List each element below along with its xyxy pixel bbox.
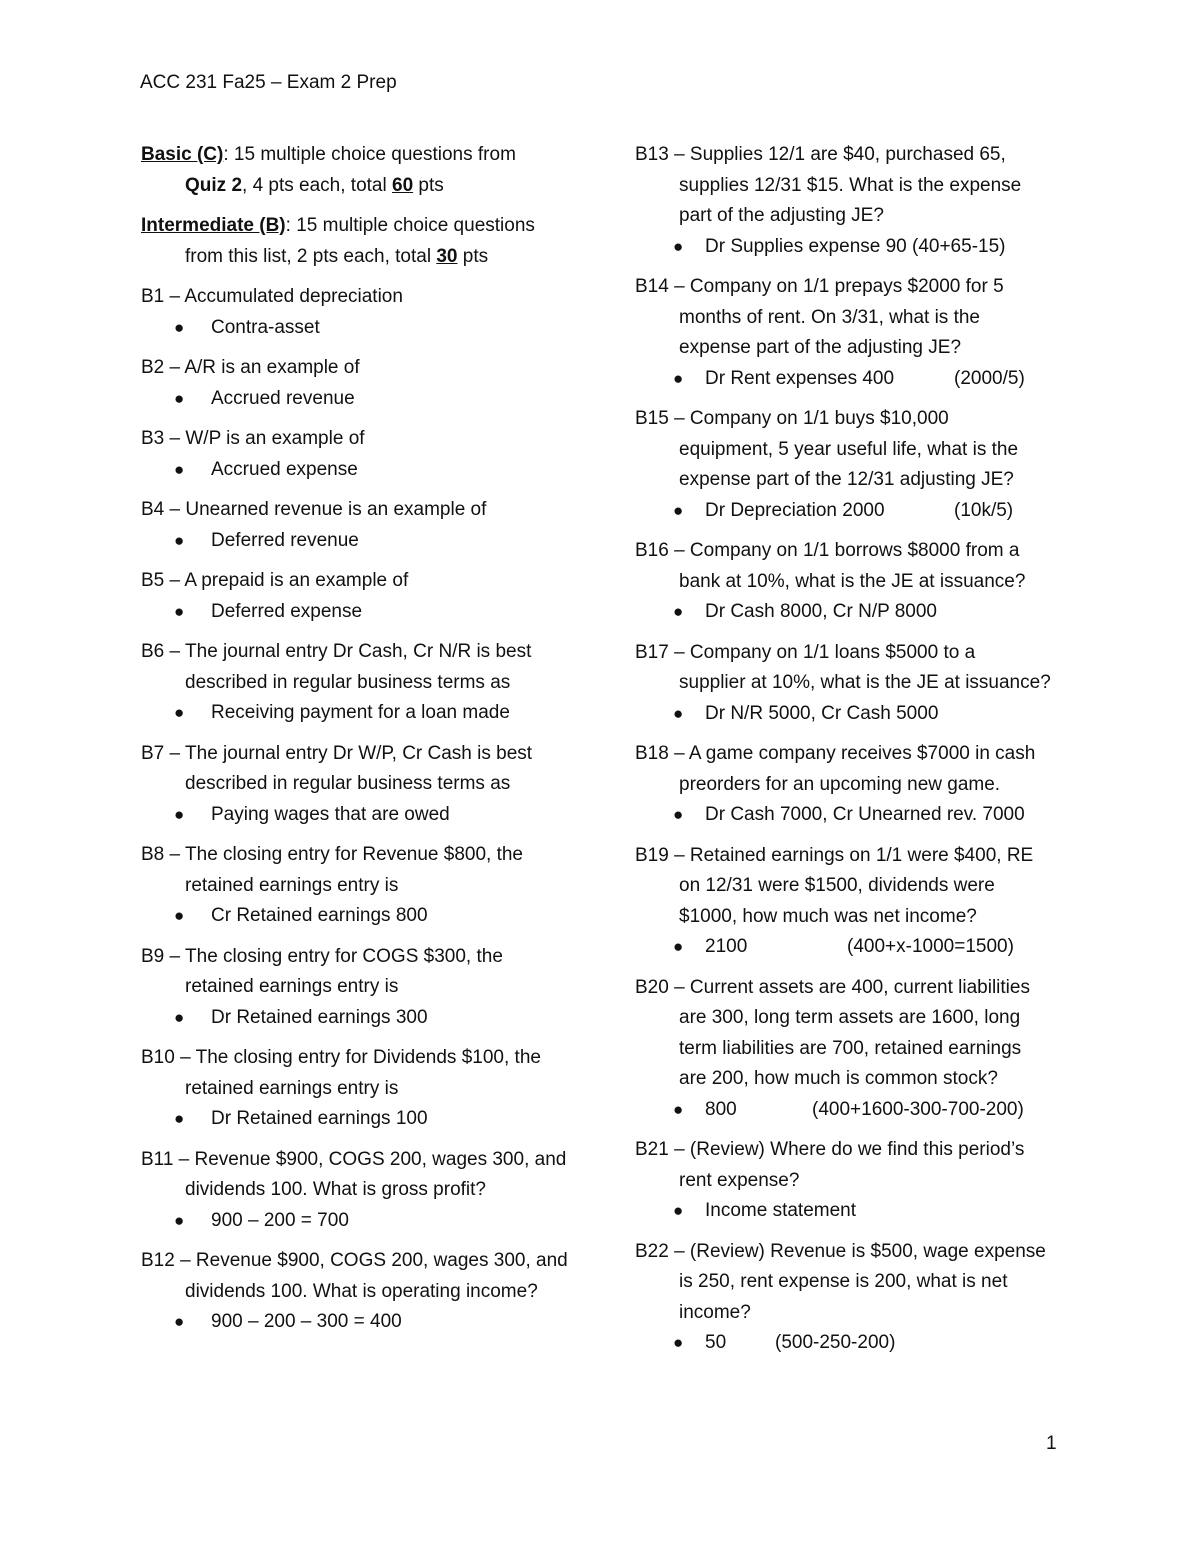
answer-text: Deferred expense	[211, 600, 363, 622]
question-text-cont: are 300, long term assets are 1600, long	[679, 1007, 1021, 1028]
answer-text: 50	[705, 1332, 727, 1353]
bullet-icon: ●	[174, 906, 185, 925]
question-text: B13 – Supplies 12/1 are $40, purchased 65,	[635, 144, 1006, 165]
question-text-cont: months of rent. On 3/31, what is the	[679, 306, 980, 328]
question-text: B21 – (Review) Where do we find this period’s	[635, 1139, 1025, 1160]
question-block	[635, 841, 1075, 963]
bullet-icon: ●	[673, 937, 684, 956]
question-block	[635, 1237, 1075, 1359]
question-text: B16 – Company on 1/1 borrows $8000 from a	[635, 540, 1020, 561]
answer-item	[141, 800, 601, 831]
question-text-cont: retained earnings entry is	[185, 874, 399, 896]
bullet-icon: ●	[673, 703, 684, 723]
question-text: B7 – The journal entry Dr W/P, Cr Cash is best	[141, 742, 533, 764]
question-text: B5 – A prepaid is an example of	[141, 570, 409, 591]
answer-item	[141, 597, 601, 628]
answer-text: Income statement	[705, 1200, 857, 1221]
answer-text: Accrued expense	[211, 458, 358, 480]
answer-text: Dr Depreciation 2000	[705, 499, 885, 521]
question-text: B3 – W/P is an example of	[141, 428, 365, 449]
question-text-cont: retained earnings entry is	[185, 976, 399, 997]
bullet-icon: ●	[174, 1109, 185, 1128]
answer-item	[635, 597, 1075, 628]
right-column	[635, 140, 1075, 1369]
answer-item	[635, 699, 1075, 730]
answer-item	[635, 800, 1075, 831]
bullet-icon: ●	[174, 459, 185, 479]
question-block	[141, 637, 601, 729]
question-block	[141, 1145, 601, 1237]
bullet-icon: ●	[174, 1210, 185, 1230]
answer-item	[141, 698, 601, 729]
bullet-icon: ●	[673, 236, 684, 256]
question-text: B19 – Retained earnings on 1/1 were $400, RE	[635, 844, 1034, 866]
question-block	[635, 739, 1075, 831]
answer-item	[635, 232, 1075, 263]
answer-text: Dr N/R 5000, Cr Cash 5000	[705, 702, 939, 724]
answer-item	[635, 496, 1075, 527]
basic-section	[141, 140, 601, 201]
answer-item	[635, 1095, 1075, 1126]
basic-total: 60	[392, 174, 414, 196]
bullet-icon: ●	[174, 1312, 185, 1331]
question-text: B15 – Company on 1/1 buys $10,000	[635, 408, 949, 429]
answer-item	[141, 313, 601, 344]
question-text: B18 – A game company receives $7000 in cash	[635, 743, 1036, 764]
answer-text: Dr Rent expenses 400	[705, 367, 895, 389]
question-text-cont: on 12/31 were $1500, dividends were	[679, 875, 995, 896]
answer-item	[141, 455, 601, 486]
bullet-icon: ●	[673, 805, 684, 824]
question-block	[141, 739, 601, 831]
question-text-cont: expense part of the 12/31 adjusting JE?	[679, 469, 1014, 490]
question-text-cont: dividends 100. What is gross profit?	[185, 1179, 486, 1200]
question-text-cont: is 250, rent expense is 200, what is net	[679, 1271, 1008, 1292]
page-number: 1	[1046, 1433, 1057, 1454]
intermediate-label: Intermediate (B)	[141, 215, 286, 236]
answer-text: Paying wages that are owed	[211, 803, 450, 825]
question-block	[635, 536, 1075, 628]
bullet-icon: ●	[673, 1333, 684, 1352]
question-block	[141, 495, 601, 556]
basic-quiz: Quiz 2	[185, 174, 243, 196]
bullet-icon: ●	[174, 530, 185, 550]
answer-text: 800	[705, 1098, 737, 1120]
question-text-cont: rent expense?	[679, 1169, 800, 1191]
question-text: B14 – Company on 1/1 prepays $2000 for 5	[635, 276, 1004, 297]
answer-text: Dr Supplies expense 90	[705, 235, 907, 257]
bullet-icon: ●	[174, 804, 185, 824]
answer-item	[141, 1206, 601, 1237]
answer-text: Dr Cash 7000, Cr Unearned rev. 7000	[705, 804, 1025, 825]
intermediate-end: pts	[457, 245, 489, 267]
bullet-icon: ●	[174, 317, 185, 337]
question-block	[635, 638, 1075, 730]
bullet-icon: ●	[673, 368, 684, 388]
answer-item	[635, 1196, 1075, 1227]
question-block	[141, 1043, 601, 1135]
left-column	[141, 140, 601, 1348]
question-text-cont: described in regular business terms as	[185, 773, 511, 794]
question-block	[141, 840, 601, 932]
answer-note: (400+x-1000=1500)	[847, 936, 1014, 957]
question-block	[141, 282, 601, 343]
bullet-icon: ●	[673, 1201, 684, 1220]
basic-label: Basic (C)	[141, 144, 224, 165]
question-text-cont: bank at 10%, what is the JE at issuance?	[679, 570, 1026, 592]
answer-item	[141, 384, 601, 415]
question-text-cont: term liabilities are 700, retained earnings	[679, 1037, 1022, 1059]
answer-note: (40+65-15)	[912, 235, 1006, 257]
question-block	[635, 1135, 1075, 1227]
answer-text: 900 – 200 – 300 = 400	[211, 1311, 402, 1332]
question-text-cont: retained earnings entry is	[185, 1077, 399, 1099]
intermediate-start: from this list, 2 pts each, total	[185, 245, 437, 267]
basic-mid: , 4 pts each, total	[242, 174, 392, 196]
question-block	[141, 424, 601, 485]
answer-text: Deferred revenue	[211, 529, 359, 551]
question-text-cont: preorders for an upcoming new game.	[679, 773, 1001, 795]
intermediate-line-1	[141, 211, 601, 242]
basic-line-2	[141, 171, 601, 202]
question-text: B1 – Accumulated depreciation	[141, 286, 403, 307]
question-text-cont: $1000, how much was net income?	[679, 905, 977, 927]
basic-line-1	[141, 140, 601, 171]
intermediate-line-2	[141, 242, 601, 273]
answer-item	[141, 1307, 601, 1338]
right-question-list	[635, 140, 1075, 1359]
question-text: B2 – A/R is an example of	[141, 357, 360, 378]
question-text-cont: income?	[679, 1301, 751, 1323]
answer-note: (10k/5)	[954, 499, 1014, 521]
answer-item	[635, 364, 1075, 395]
answer-item	[635, 1328, 1075, 1359]
intermediate-section	[141, 211, 601, 272]
bullet-icon: ●	[174, 1007, 185, 1027]
bullet-icon: ●	[673, 602, 684, 621]
question-text: B12 – Revenue $900, COGS 200, wages 300, and	[141, 1250, 568, 1271]
question-block	[635, 404, 1075, 526]
question-block	[141, 353, 601, 414]
basic-desc: : 15 multiple choice questions from	[223, 144, 516, 165]
answer-text: Accrued revenue	[211, 387, 355, 409]
question-block	[141, 942, 601, 1034]
answer-note: (400+1600-300-700-200)	[812, 1098, 1024, 1120]
answer-text: Contra-asset	[211, 316, 320, 338]
question-text-cont: supplier at 10%, what is the JE at issuance?	[679, 672, 1051, 693]
question-text: B10 – The closing entry for Dividends $100, the	[141, 1047, 541, 1068]
question-block	[635, 140, 1075, 262]
answer-text: Cr Retained earnings 800	[211, 905, 428, 926]
bullet-icon: ●	[673, 1099, 684, 1119]
question-text: B4 – Unearned revenue is an example of	[141, 499, 487, 520]
question-text-cont: supplies 12/31 $15. What is the expense	[679, 174, 1022, 196]
answer-item	[141, 901, 601, 932]
answer-item	[141, 1003, 601, 1034]
question-text-cont: equipment, 5 year useful life, what is the	[679, 438, 1019, 460]
answer-text: Dr Retained earnings 300	[211, 1006, 428, 1028]
question-block	[141, 1246, 601, 1338]
bullet-icon: ●	[673, 500, 684, 520]
question-text-cont: dividends 100. What is operating income?	[185, 1280, 538, 1302]
bullet-icon: ●	[174, 601, 185, 621]
question-text-cont: part of the adjusting JE?	[679, 205, 884, 226]
answer-item	[635, 932, 1075, 963]
answer-text: 2100	[705, 936, 748, 957]
question-text: B17 – Company on 1/1 loans $5000 to a	[635, 641, 976, 663]
question-text: B11 – Revenue $900, COGS 200, wages 300, and	[141, 1148, 567, 1170]
question-text: B6 – The journal entry Dr Cash, Cr N/R is best	[141, 641, 532, 662]
answer-text: 900 – 200 = 700	[211, 1209, 349, 1231]
question-block	[635, 272, 1075, 394]
answer-item	[141, 1104, 601, 1135]
answer-note: (2000/5)	[954, 367, 1025, 389]
question-block	[141, 566, 601, 627]
question-text: B8 – The closing entry for Revenue $800, the	[141, 844, 524, 865]
question-text-cont: described in regular business terms as	[185, 671, 511, 693]
basic-end: pts	[413, 174, 444, 196]
answer-text: Receiving payment for a loan made	[211, 702, 510, 723]
bullet-icon: ●	[174, 388, 185, 408]
intermediate-desc: : 15 multiple choice questions	[285, 215, 535, 236]
answer-note: (500-250-200)	[775, 1332, 896, 1353]
answer-text: Dr Cash 8000, Cr N/P 8000	[705, 601, 937, 622]
bullet-icon: ●	[174, 703, 185, 722]
question-text: B9 – The closing entry for COGS $300, the	[141, 945, 503, 967]
intermediate-total: 30	[436, 245, 458, 267]
question-text-cont: are 200, how much is common stock?	[679, 1068, 998, 1089]
answer-text: Dr Retained earnings 100	[211, 1108, 428, 1129]
question-block	[635, 973, 1075, 1126]
question-text: B20 – Current assets are 400, current liabilities	[635, 976, 1030, 998]
question-text-cont: expense part of the adjusting JE?	[679, 337, 962, 358]
answer-item	[141, 526, 601, 557]
document-header: ACC 231 Fa25 – Exam 2 Prep	[140, 72, 397, 93]
question-text: B22 – (Review) Revenue is $500, wage expense	[635, 1240, 1046, 1262]
left-question-list	[141, 282, 601, 1338]
